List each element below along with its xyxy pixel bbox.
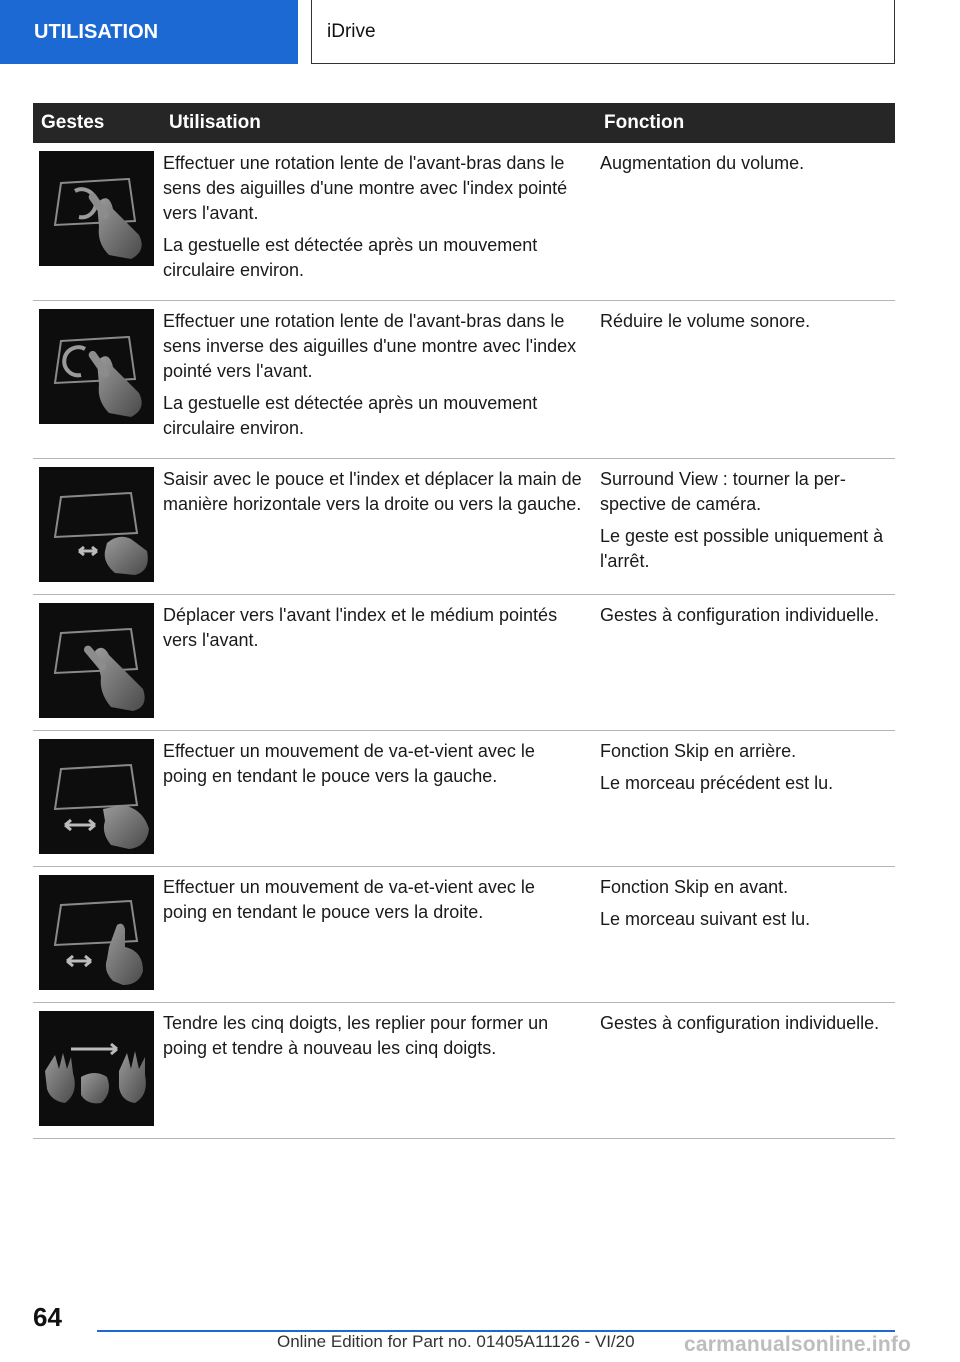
gesture-table — [33, 103, 895, 1139]
row-usage-text: Effectuer une rotation lente de l'avant-bras dans le sens inverse des aiguilles d'une montre avec l'index pointé vers l'avant. — [163, 311, 577, 381]
row-usage-note: La gestuelle est détectée après un mouvement circulaire environ. — [163, 235, 538, 280]
table-header-row — [33, 103, 895, 143]
table-row — [33, 867, 895, 1003]
watermark: carmanualsonline.info — [684, 1333, 912, 1356]
table-row — [33, 459, 895, 595]
row-usage-text: Effectuer une rotation lente de l'avant-bras dans le sens des aiguilles d'une montre avec l'index pointé vers l'avant. — [163, 153, 568, 223]
edition-footer: Online Edition for Part no. 01405A11126 - VI/20 — [277, 1332, 635, 1351]
row-function-text: Gestes à configuration individuelle. — [600, 605, 880, 625]
thumb-left-swipe-gesture-icon — [39, 739, 154, 854]
section-title: UTILISATION — [34, 20, 159, 43]
row-function-text: Augmentation du volume. — [600, 153, 805, 173]
row-function-note: Le morceau suivant est lu. — [600, 909, 811, 929]
row-usage-text: Déplacer vers l'avant l'index et le médium pointés vers l'avant. — [163, 605, 558, 650]
chapter-title: iDrive — [327, 20, 376, 42]
row-usage-text: Saisir avec le pouce et l'index et déplacer la main de manière horizontale vers la droite ou vers la gauche. — [163, 469, 582, 514]
row-usage-text: Effectuer un mouvement de va-et-vient avec le poing en tendant le pouce vers la droite. — [163, 877, 535, 922]
table-row — [33, 1003, 895, 1139]
table-row — [33, 595, 895, 731]
thumb-right-swipe-gesture-icon — [39, 875, 154, 990]
row-function-text: Fonction Skip en arrière. — [600, 741, 797, 761]
row-function-text: Fonction Skip en avant. — [600, 877, 789, 897]
rotate-clockwise-gesture-icon — [39, 151, 154, 266]
section-tab — [0, 0, 298, 64]
row-function-text: Surround View : tourner la perspective de caméra. — [600, 469, 846, 514]
column-header-gestes: Gestes — [33, 103, 161, 143]
row-usage-text: Effectuer un mouvement de va-et-vient avec le poing en tendant le pouce vers la gauche. — [163, 741, 535, 786]
row-function-note: Le morceau précédent est lu. — [600, 773, 834, 793]
pinch-drag-gesture-icon — [39, 467, 154, 582]
row-function-text: Gestes à configuration individuelle. — [600, 1013, 880, 1033]
page-number: 64 — [33, 1302, 62, 1332]
table-row — [33, 731, 895, 867]
rotate-counterclockwise-gesture-icon — [39, 309, 154, 424]
row-usage-note: La gestuelle est détectée après un mouvement circulaire environ. — [163, 393, 538, 438]
row-function-text: Réduire le volume sonore. — [600, 311, 811, 331]
row-function-note: Le geste est possible uniquement à l'arrêt. — [600, 526, 884, 571]
open-fist-open-gesture-icon — [39, 1011, 154, 1126]
row-usage-text: Tendre les cinq doigts, les replier pour former un poing et tendre à nouveau les cinq doigts. — [163, 1013, 549, 1058]
table-row — [33, 301, 895, 459]
column-header-utilisation: Utilisation — [161, 103, 596, 143]
column-header-fonction: Fonction — [596, 103, 895, 143]
two-finger-point-gesture-icon — [39, 603, 154, 718]
chapter-header — [311, 0, 895, 64]
table-row — [33, 143, 895, 301]
